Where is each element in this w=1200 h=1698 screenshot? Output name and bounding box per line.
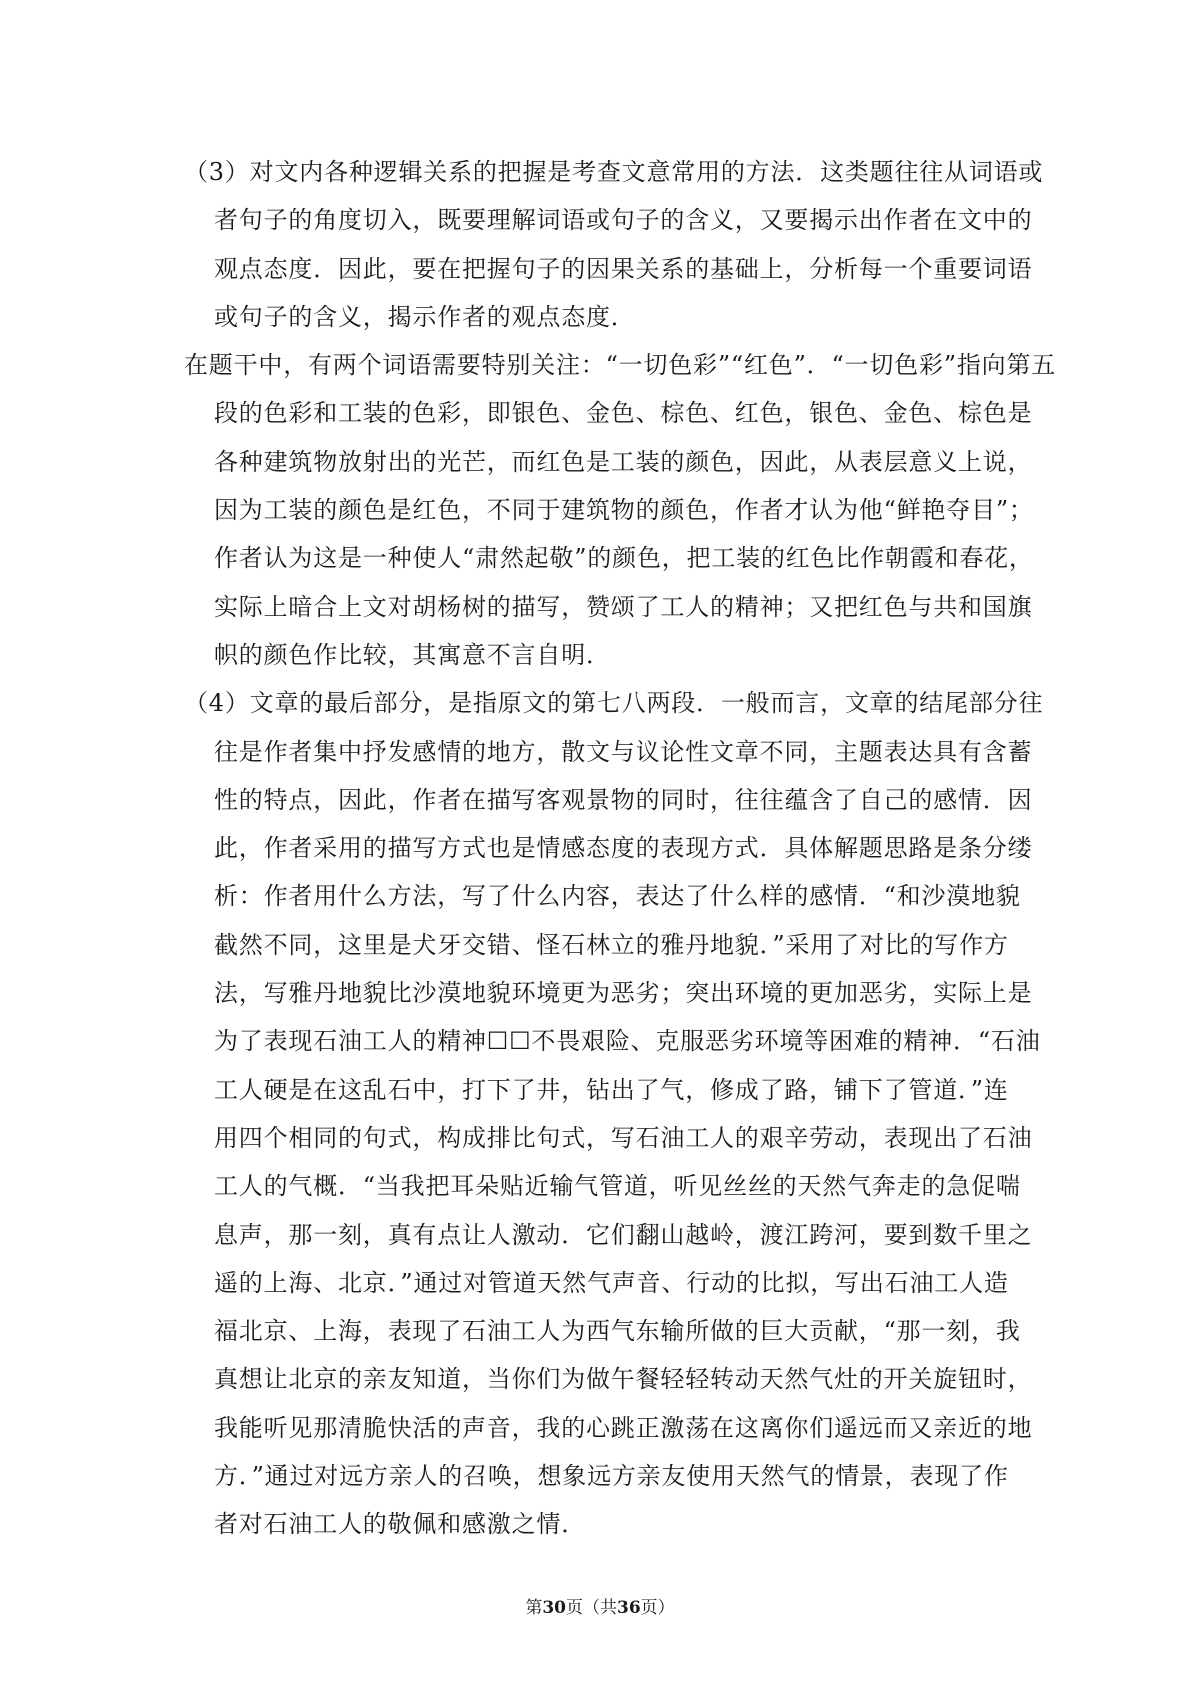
text-line: 福北京、上海，表现了石油工人为西气东输所做的巨大贡献，“那一刻，我 — [214, 1317, 1021, 1346]
footer-prefix: 第 — [525, 1598, 543, 1618]
page-number: 30 — [542, 1598, 566, 1618]
text-line: 截然不同，这里是犬牙交错、怪石林立的雅丹地貌．”采用了对比的写作方 — [214, 930, 1009, 959]
text-line: 遥的上海、北京．”通过对管道天然气声音、行动的比拟，写出石油工人造 — [214, 1268, 1009, 1297]
text-line: 者句子的角度切入，既要理解词语或句子的含义，又要揭示出作者在文中的 — [214, 206, 1033, 235]
text-line: 观点态度．因此，要在把握句子的因果关系的基础上，分析每一个重要词语 — [214, 254, 1033, 283]
text-line: 为了表现石油工人的精神☐☐不畏艰险、克服恶劣环境等困难的精神．“石油 — [214, 1027, 1041, 1056]
text-line: 工人硬是在这乱石中，打下了井，钻出了气，修成了路，铺下了管道．”连 — [214, 1075, 1009, 1104]
text-line: 析：作者用什么方法，写了什么内容，表达了什么样的感情．“和沙漠地貌 — [214, 882, 1021, 911]
text-line: 作者认为这是一种使人“肃然起敬”的颜色，把工装的红色比作朝霞和春花， — [214, 544, 1034, 573]
footer-middle: 页（共 — [566, 1598, 617, 1618]
text-line: 往是作者集中抒发感情的地方，散文与议论性文章不同，主题表达具有含蓄 — [214, 737, 1033, 766]
total-pages: 36 — [617, 1598, 641, 1618]
text-line: 工人的气概．“当我把耳朵贴近输气管道，听见丝丝的天然气奔走的急促喘 — [214, 1172, 1021, 1201]
text-line: 各种建筑物放射出的光芒，而红色是工装的颜色，因此，从表层意义上说， — [214, 447, 1033, 476]
text-line: 法，写雅丹地貌比沙漠地貌环境更为恶劣；突出环境的更加恶劣，实际上是 — [214, 979, 1033, 1008]
text-line: （4）文章的最后部分，是指原文的第七八两段．一般而言，文章的结尾部分往 — [184, 689, 1044, 718]
text-line: （3）对文内各种逻辑关系的把握是考查文意常用的方法．这类题往往从词语或 — [184, 158, 1044, 186]
footer-suffix: 页） — [640, 1598, 675, 1618]
text-line: 方．”通过对远方亲人的召唤，想象远方亲友使用天然气的情景，表现了作 — [214, 1462, 1009, 1491]
paragraph-4 — [184, 679, 1044, 1548]
text-line: 真想让北京的亲友知道，当你们为做午餐轻轻转动天然气灶的开关旋钮时， — [214, 1365, 1033, 1394]
text-line: 因为工装的颜色是红色，不同于建筑物的颜色，作者才认为他“鲜艳夺目”； — [214, 496, 1034, 525]
text-line: 用四个相同的句式，构成排比句式，写石油工人的艰辛劳动，表现出了石油 — [214, 1123, 1033, 1152]
text-line: 我能听见那清脆快活的声音，我的心跳正激荡在这离你们遥远而又亲近的地 — [214, 1413, 1033, 1442]
text-line: 息声，那一刻，真有点让人激动．它们翻山越岭，渡江跨河，要到数千里之 — [214, 1220, 1033, 1249]
text-line: 者对石油工人的敬佩和感激之情． — [214, 1510, 586, 1539]
page-footer — [0, 1596, 1200, 1620]
text-line: 或句子的含义，揭示作者的观点态度． — [214, 302, 636, 331]
paragraph-3 — [184, 148, 1044, 341]
text-line: 帜的颜色作比较，其寓意不言自明． — [214, 640, 611, 669]
text-line: 实际上暗合上文对胡杨树的描写，赞颂了工人的精神；又把红色与共和国旗 — [214, 592, 1033, 621]
text-line: 性的特点，因此，作者在描写客观景物的同时，往往蕴含了自己的感情．因 — [214, 785, 1033, 814]
document-body — [184, 148, 1057, 1549]
paragraph-keywords — [184, 341, 1057, 679]
text-line: 此，作者采用的描写方式也是情感态度的表现方式．具体解题思路是条分缕 — [214, 834, 1033, 863]
text-line: 在题干中，有两个词语需要特别关注：“一切色彩”“红色”．“一切色彩”指向第五 — [184, 351, 1057, 380]
text-line: 段的色彩和工装的色彩，即银色、金色、棕色、红色，银色、金色、棕色是 — [214, 399, 1033, 428]
